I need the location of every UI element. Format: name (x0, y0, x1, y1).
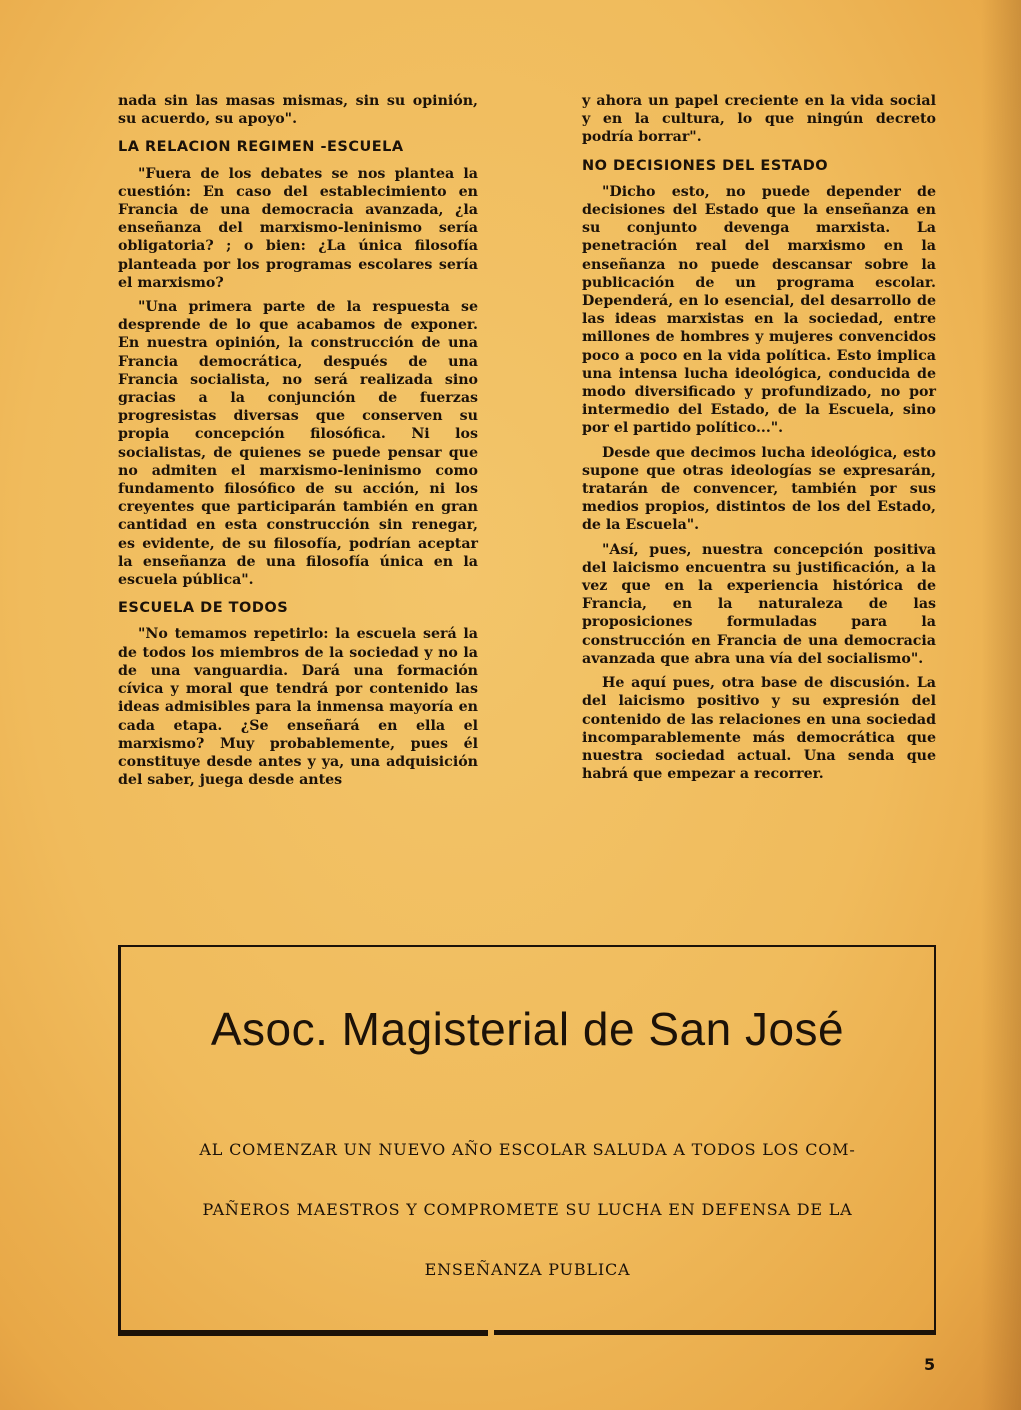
left-column (118, 92, 478, 789)
right-paragraph-2: Desde que decimos lucha ideológica, esto supone que otras ideologías se expresarán, tratarán de convencer, también por sus medios propios, distintos de los del Estado, de la Escuela". (582, 444, 936, 534)
advertisement-line-1: AL COMENZAR UN NUEVO AÑO ESCOLAR SALUDA A TODOS LOS COM- (199, 1140, 856, 1159)
advertisement-bottom-rule-right (494, 1330, 936, 1335)
section-heading-relacion: LA RELACION REGIMEN -ESCUELA (118, 139, 404, 156)
advertisement-title: Asoc. Magisterial de San José (210, 1003, 845, 1055)
section-heading-no-decisiones: NO DECISIONES DEL ESTADO (582, 157, 829, 174)
right-paragraph-1: "Dicho esto, no puede depender de decisiones del Estado que la enseñanza en su conjunto devenga marxista. La penetración real del marxismo en la enseñanza no puede descansar sobre la publicación de un programa escolar. Dependerá, en lo esencial, del desarrollo de las ideas marxistas en la sociedad, entre millones de hombres y mujeres convencidos poco a poco en la vida política. Esto implica una intensa lucha ideológica, conducida de modo diversificado y profundizado, no por intermedio del Estado, de la Escuela, sino por el partido político...". (582, 183, 936, 437)
section-heading-escuela-de-todos: ESCUELA DE TODOS (118, 600, 289, 617)
left-paragraph-3: "No temamos repetirlo: la escuela será la de todos los miembros de la sociedad y no la de una vanguardia. Dará una formación cívica y moral que tendrá por contenido las ideas admisibles para la inmensa mayoría en cada etapa. ¿Se enseñará en ella el marxismo? Muy probablemente, pues él constituye desde antes y ya, una adquisición del saber, juega desde antes (118, 626, 478, 789)
left-paragraph-1: "Fuera de los debates se nos plantea la cuestión: En caso del establecimiento en Francia de una democracia avanzada, ¿la enseñanza del marxismo-leninismo sería obligatoria? ; o bien: ¿La única filosofía planteada por los programas escolares sería el marxismo? (118, 165, 478, 291)
right-paragraph-0: y ahora un papel creciente en la vida social y en la cultura, lo que ningún decreto podría borrar". (582, 93, 936, 146)
left-paragraph-2: "Una primera parte de la respuesta se desprende de lo que acabamos de exponer. En nuestra opinión, la construcción de una Francia democrática, después de una Francia socialista, no será realizada sino gracias a la conjunción de fuerzas progresistas diversas que conserven su propia concepción filosófica. Ni los socialistas, de quienes se puede pensar que no admiten el marxismo-leninismo como fundamento filosófico de su acción, ni los creyentes que participarán también en gran cantidad en esta construcción sin renegar, es evidente, de su filosofía, podrían aceptar la enseñanza de una filosofía única en la escuela pública". (118, 299, 478, 589)
advertisement-box (118, 945, 936, 1335)
right-paragraph-4: He aquí pues, otra base de discusión. La del laicismo positivo y su expresión del contenido de las relaciones en una sociedad incomparablemente más democrática que nuestra sociedad actual. Una senda que habrá que empezar a recorrer. (582, 675, 936, 783)
advertisement-bottom-rule-left (118, 1330, 488, 1336)
left-paragraph-0: nada sin las masas mismas, sin su opinión, su acuerdo, su apoyo". (118, 93, 478, 128)
page-number: 5 (924, 1355, 936, 1374)
page-edge-shadow (981, 0, 1021, 1410)
advertisement-line-3: ENSEÑANZA PUBLICA (424, 1260, 631, 1279)
right-column (582, 92, 936, 783)
advertisement-line-2: PAÑEROS MAESTROS Y COMPROMETE SU LUCHA EN DEFENSA DE LA (202, 1200, 853, 1219)
right-paragraph-3: "Así, pues, nuestra concepción positiva del laicismo encuentra su justificación, a la vez que en la experiencia histórica de Francia, en la naturaleza de las proposiciones formuladas para la construcción en Francia de una democracia avanzada que abra una vía del socialismo". (582, 541, 936, 667)
